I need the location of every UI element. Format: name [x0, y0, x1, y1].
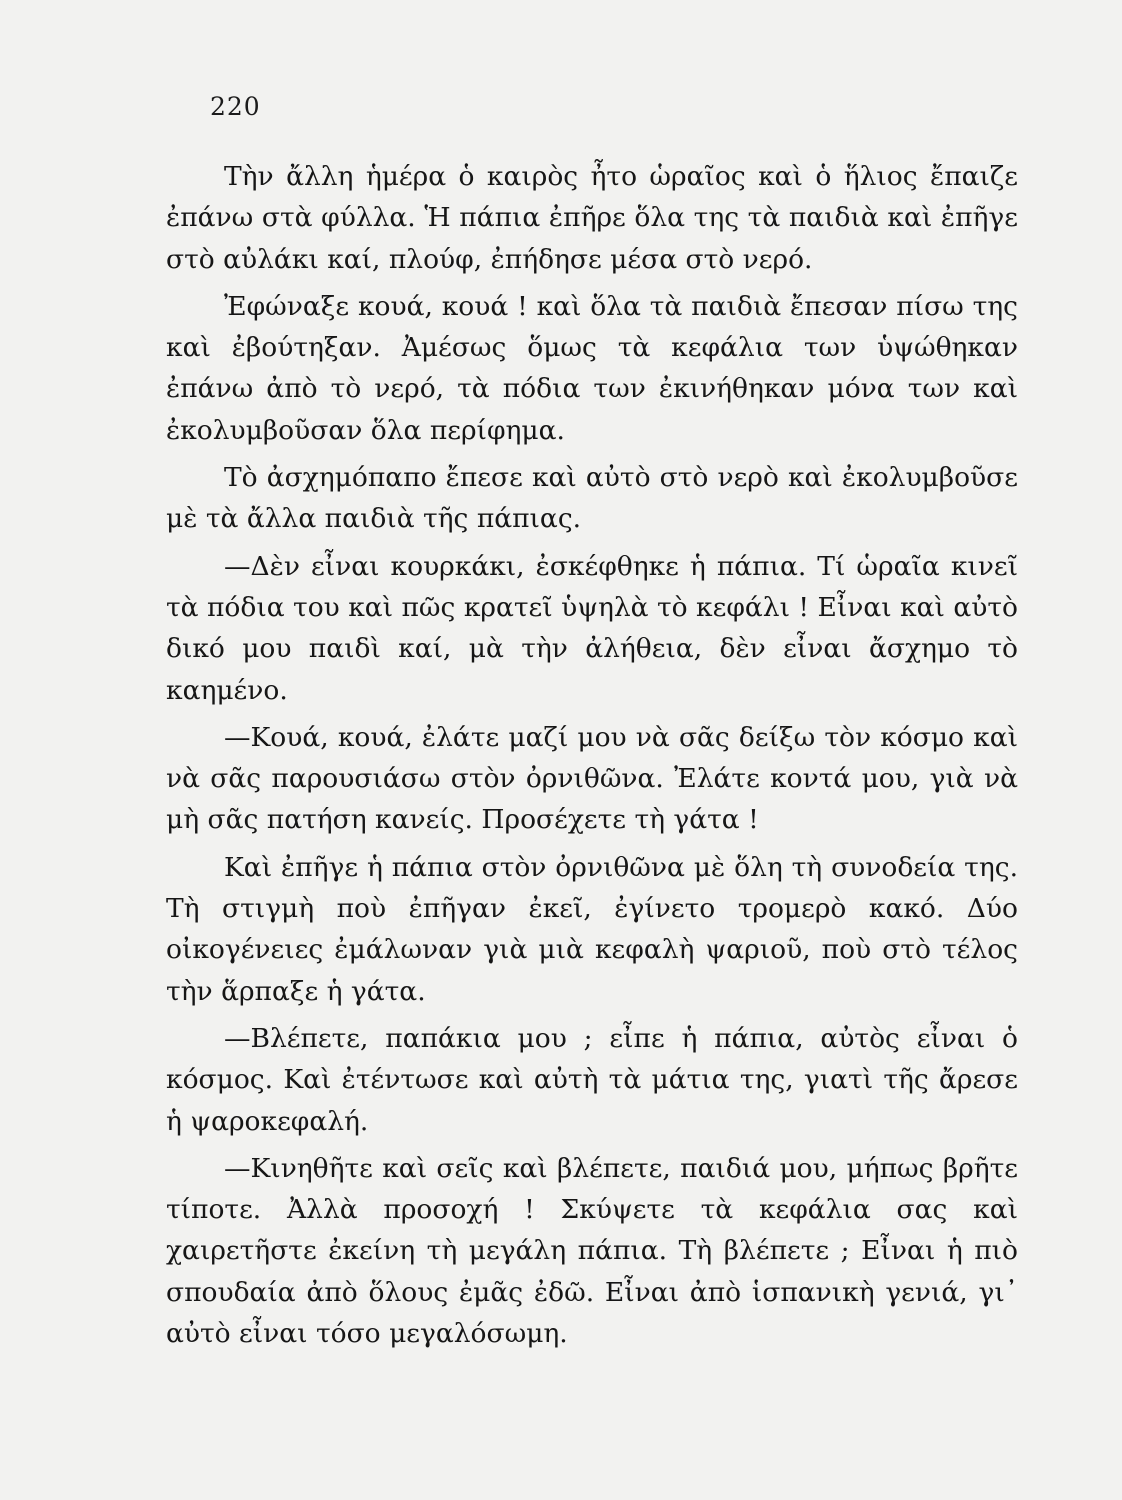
paragraph: —Δὲν εἶναι κουρκάκι, ἐσκέφθηκε ἡ πάπια. Τί ὡραῖα κινεῖ τὰ πόδια του καὶ πῶς κρατεῖ ὑψηλὰ τὸ κεφάλι ! Εἶναι καὶ αὐτὸ δικό μου παιδὶ καί, μὰ τὴν ἀλήθεια, δὲν εἶναι ἄσχημο τὸ καημένο. [166, 550, 1018, 706]
body-text [166, 156, 1018, 1354]
paragraph: —Κινηθῆτε καὶ σεῖς καὶ βλέπετε, παιδιά μου, μήπως βρῆτε τίποτε. Ἀλλὰ προσοχή ! Σκύψετε τὰ κεφάλια σας καὶ χαιρετῆστε ἐκείνη τὴ μεγάλη πάπια. Τὴ βλέπετε ; Εἶναι ἡ πιὸ σπουδαία ἀπὸ ὅλους ἐμᾶς ἐδῶ. Εἶναι ἀπὸ ἱσπανικὴ γενιά, γι᾽ αὐτὸ εἶναι τόσο μεγαλόσωμη. [166, 1152, 1018, 1350]
paragraph: Τὴν ἄλλη ἡμέρα ὁ καιρὸς ἦτο ὡραῖος καὶ ὁ ἥλιος ἔπαιζε ἐπάνω στὰ φύλλα. Ἡ πάπια ἐπῆρε ὅλα της τὰ παιδιὰ καὶ ἐπῆγε στὸ αὐλάκι καί, πλούφ, ἐπήδησε μέσα στὸ νερό. [166, 161, 1018, 275]
page-number: 220 [210, 92, 261, 121]
paragraph: Τὸ ἀσχημόπαπο ἔπεσε καὶ αὐτὸ στὸ νερὸ καὶ ἐκολυμβοῦσε μὲ τὰ ἄλλα παιδιὰ τῆς πάπιας. [166, 462, 1018, 535]
paragraph: Καὶ ἐπῆγε ἡ πάπια στὸν ὀρνιθῶνα μὲ ὅλη τὴ συνοδεία της. Τὴ στιγμὴ ποὺ ἐπῆγαν ἐκεῖ, ἐγίνετο τρομερὸ κακό. Δύο οἰκογένειες ἐμάλωναν γιὰ μιὰ κεφαλὴ ψαριοῦ, ποὺ στὸ τέλος τὴν ἅρπαξε ἡ γάτα. [166, 851, 1018, 1007]
paragraph: —Βλέπετε, παπάκια μου ; εἶπε ἡ πάπια, αὐτὸς εἶναι ὁ κόσμος. Καὶ ἐτέντωσε καὶ αὐτὴ τὰ μάτια της, γιατὶ τῆς ἄρεσε ἡ ψαροκεφαλή. [166, 1022, 1018, 1137]
paragraph: —Κουά, κουά, ἐλάτε μαζί μου νὰ σᾶς δείξω τὸν κόσμο καὶ νὰ σᾶς παρουσιάσω στὸν ὀρνιθῶνα. Ἐλάτε κοντά μου, γιὰ νὰ μὴ σᾶς πατήση κανείς. Προσέχετε τὴ γάτα ! [166, 721, 1018, 836]
paragraph: Ἐφώναξε κουά, κουά ! καὶ ὅλα τὰ παιδιὰ ἔπεσαν πίσω της καὶ ἐβούτηξαν. Ἀμέσως ὅμως τὰ κεφάλια των ὑψώθηκαν ἐπάνω ἀπὸ τὸ νερό, τὰ πόδια των ἐκινήθηκαν μόνα των καὶ ἐκολυμβοῦσαν ὅλα περίφημα. [166, 290, 1018, 446]
